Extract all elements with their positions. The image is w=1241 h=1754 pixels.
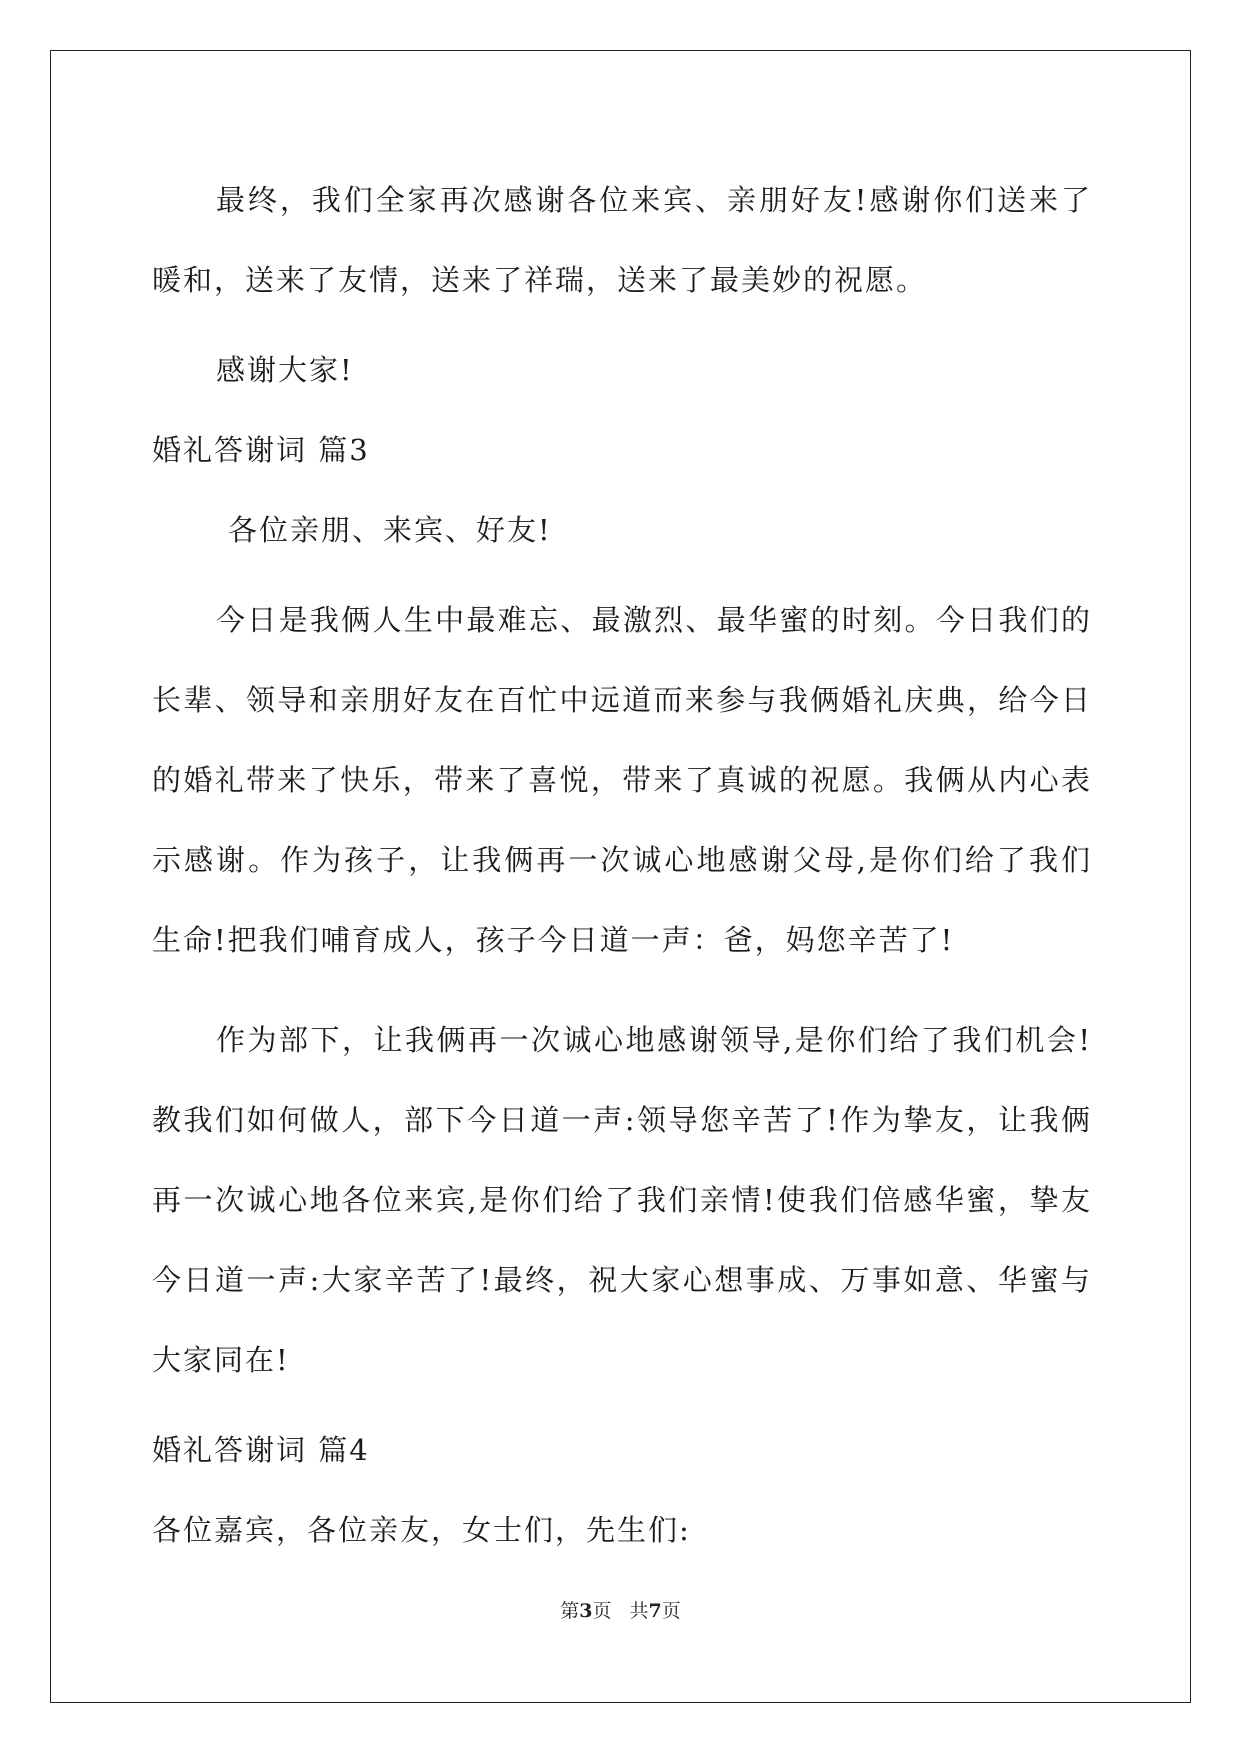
main-thanks-paragraph: 今日是我俩人生中最难忘、最激烈、最华蜜的时刻。今日我们的长辈、领导和亲朋好友在百忙中远道而来参与我俩婚礼庆典，给今日的婚礼带来了快乐，带来了喜悦，带来了真诚的祝愿。我俩从内心表示感谢。作为孩子，让我俩再一次诚心地感谢父母,是你们给了我们生命!把我们哺育成人，孩子今日道一声：爸，妈您辛苦了! bbox=[152, 603, 1092, 957]
leaders-friends-paragraph: 作为部下，让我俩再一次诚心地感谢领导,是你们给了我们机会!教我们如何做人，部下今日道一声:领导您辛苦了!作为挚友，让我俩再一次诚心地各位来宾,是你们给了我们亲情!使我们倍感华蜜，挚友今日道一声:大家辛苦了!最终，祝大家心想事成、万事如意、华蜜与大家同在! bbox=[152, 1023, 1092, 1377]
greeting-line: 各位亲朋、来宾、好友! bbox=[228, 513, 552, 547]
page-footer bbox=[0, 1596, 1241, 1623]
section-heading-4: 婚礼答谢词 篇4 bbox=[152, 1433, 370, 1467]
document-body bbox=[152, 160, 1092, 1560]
page-total: 共7页 bbox=[629, 1600, 681, 1622]
section-heading-3: 婚礼答谢词 篇3 bbox=[152, 433, 370, 467]
closing-thanks-paragraph: 最终，我们全家再次感谢各位来宾、亲朋好友!感谢你们送来了暖和，送来了友情，送来了祥瑞，送来了最美妙的祝愿。 bbox=[152, 183, 1092, 297]
thanks-everyone-line: 感谢大家! bbox=[216, 353, 354, 387]
page-number: 第3页 bbox=[560, 1600, 612, 1622]
guests-greeting-line: 各位嘉宾，各位亲友，女士们，先生们: bbox=[152, 1513, 691, 1547]
